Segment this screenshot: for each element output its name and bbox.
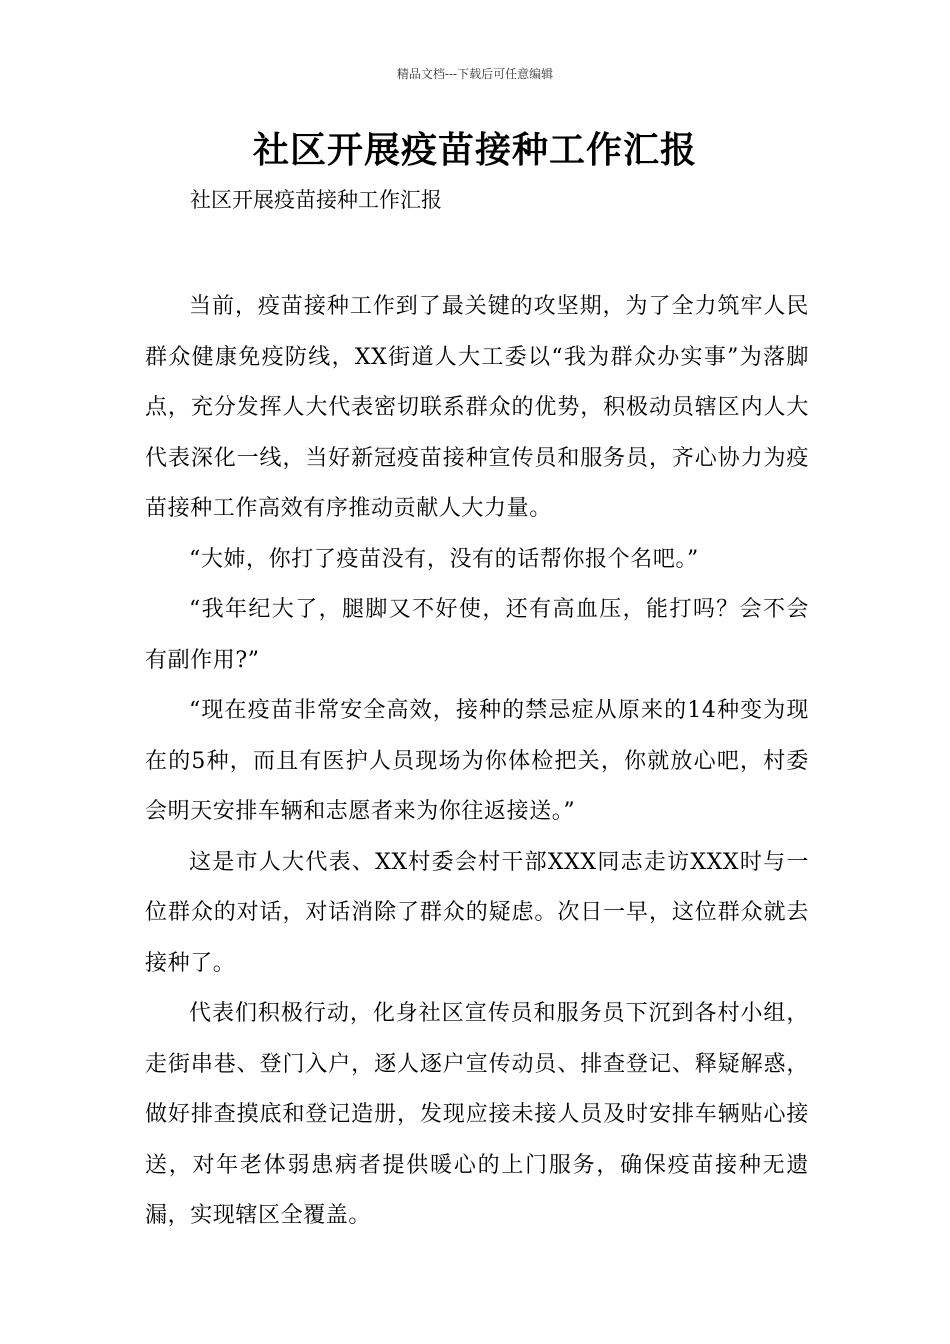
paragraph: “现在疫苗非常安全高效，接种的禁忌症从原来的14种变为现在的5种，而且有医护人员现场为你体检把关，你就放心吧，村委会明天安排车辆和志愿者来为你往返接送。”	[145, 698, 809, 824]
header-note: 精品文档---下载后可任意编辑	[396, 67, 554, 81]
document-body	[145, 282, 809, 1242]
paragraph: “大姉，你打了疫苗没有，没有的话帮你报个名吧。”	[189, 546, 699, 572]
paragraph: 当前，疫苗接种工作到了最关键的攻坚期，为了全力筑牢人民群众健康免疫防线，XX街道人大工委以“我为群众办实事”为落脚点，充分发挥人大代表密切联系群众的优势，积极动员辖区内人大代表深化一线，当好新冠疫苗接种宣传员和服务员，齐心协力为疫苗接种工作高效有序推动贡献人大力量。	[145, 294, 809, 521]
paragraph: “我年纪大了，腿脚又不好使，还有高血压，能打吗？会不会有副作用?”	[145, 597, 809, 673]
paragraph: 代表们积极行动，化身社区宣传员和服务员下沉到各村小组，走街串巷、登门入户，逐人逐户宣传动员、排查登记、释疑解惑，做好排查摸底和登记造册，发现应接未接人员及时安排车辆贴心接送，对年老体弱患病者提供暖心的上门服务，确保疫苗接种无遗漏，实现辖区全覆盖。	[145, 1001, 809, 1228]
document-title: 社区开展疫苗接种工作汇报	[252, 130, 697, 171]
paragraph: 这是市人大代表、XX村委会村干部XXX同志走访XXX时与一位群众的对话，对话消除了群众的疑虑。次日一早，这位群众就去接种了。	[145, 849, 809, 976]
document-subtitle: 社区开展疫苗接种工作汇报	[190, 188, 442, 212]
